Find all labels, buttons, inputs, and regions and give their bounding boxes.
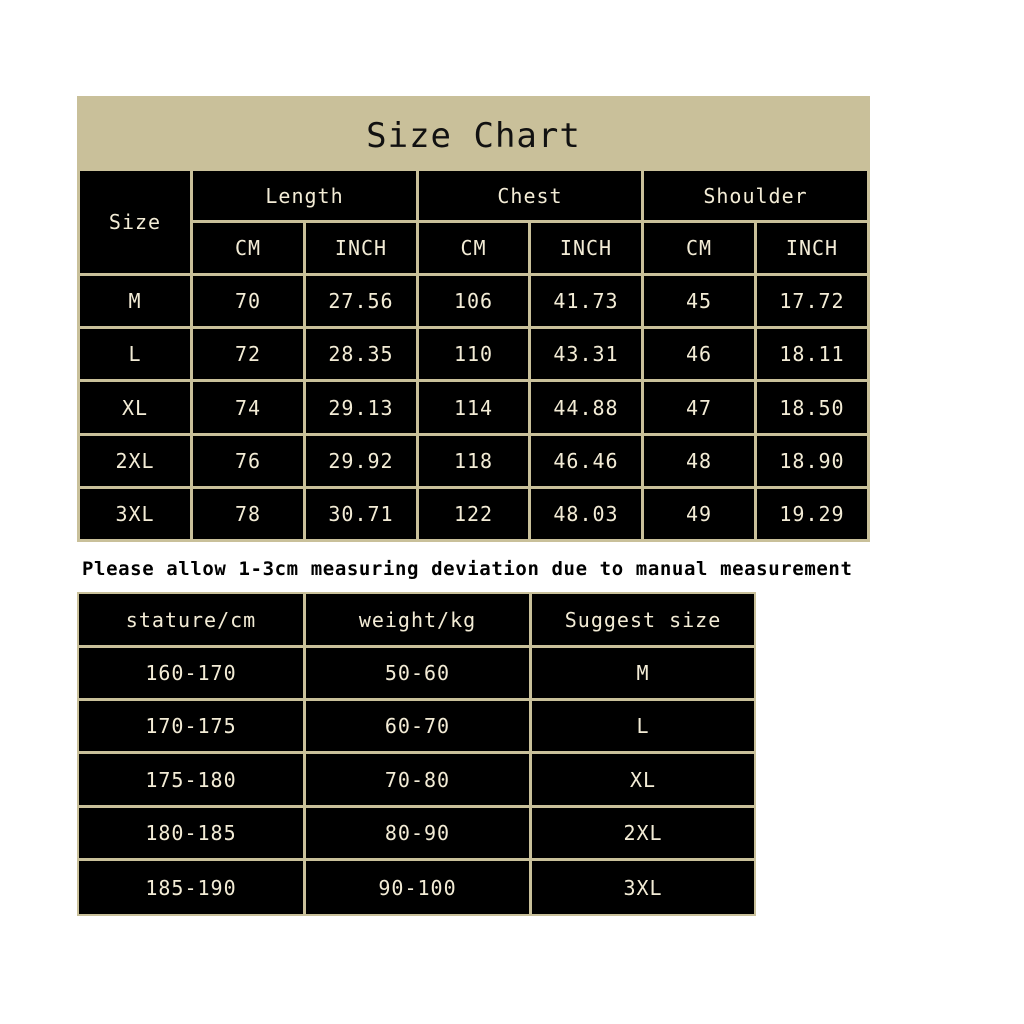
chest-inch-cell: 48.03 — [531, 489, 641, 539]
length-cm-header: CM — [193, 223, 303, 273]
length-inch-cell: 27.56 — [306, 276, 416, 326]
suggest-size-table — [77, 592, 756, 916]
weight-header: weight/kg — [306, 594, 529, 645]
chest-inch-cell: 41.73 — [531, 276, 641, 326]
size-header: Size — [80, 171, 190, 273]
size-chart-table — [77, 96, 870, 542]
length-inch-cell: 29.92 — [306, 436, 416, 486]
stature-header: stature/cm — [79, 594, 303, 645]
weight-cell: 60-70 — [306, 701, 529, 751]
length-cm-cell: 76 — [193, 436, 303, 486]
weight-cell: 70-80 — [306, 754, 529, 805]
suggest-size-cell: L — [532, 701, 754, 751]
shoulder-cm-header: CM — [644, 223, 754, 273]
chest-inch-header: INCH — [531, 223, 641, 273]
size-cell: 2XL — [80, 436, 190, 486]
length-inch-cell: 29.13 — [306, 382, 416, 433]
size-cell: XL — [80, 382, 190, 433]
size-cell: M — [80, 276, 190, 326]
length-inch-cell: 30.71 — [306, 489, 416, 539]
shoulder-inch-cell: 19.29 — [757, 489, 867, 539]
chest-inch-cell: 46.46 — [531, 436, 641, 486]
length-cm-cell: 74 — [193, 382, 303, 433]
chest-cm-cell: 118 — [419, 436, 528, 486]
shoulder-cm-cell: 49 — [644, 489, 754, 539]
shoulder-inch-cell: 18.90 — [757, 436, 867, 486]
chest-inch-cell: 44.88 — [531, 382, 641, 433]
shoulder-inch-cell: 18.50 — [757, 382, 867, 433]
shoulder-inch-cell: 17.72 — [757, 276, 867, 326]
length-header: Length — [193, 171, 416, 220]
stature-cell: 160-170 — [79, 648, 303, 698]
suggest-size-cell: M — [532, 648, 754, 698]
chest-cm-cell: 106 — [419, 276, 528, 326]
length-cm-cell: 70 — [193, 276, 303, 326]
shoulder-cm-cell: 48 — [644, 436, 754, 486]
measurement-note: Please allow 1-3cm measuring deviation due to manual measurement — [82, 558, 853, 580]
shoulder-cm-cell: 47 — [644, 382, 754, 433]
length-inch-cell: 28.35 — [306, 329, 416, 379]
chest-cm-header: CM — [419, 223, 528, 273]
length-cm-cell: 78 — [193, 489, 303, 539]
suggest-size-header: Suggest size — [532, 594, 754, 645]
chest-cm-cell: 114 — [419, 382, 528, 433]
stature-cell: 170-175 — [79, 701, 303, 751]
chest-cm-cell: 122 — [419, 489, 528, 539]
suggest-size-cell: 3XL — [532, 861, 754, 914]
suggest-size-cell: 2XL — [532, 808, 754, 858]
shoulder-inch-header: INCH — [757, 223, 867, 273]
chart-title: Size Chart — [366, 116, 581, 156]
chest-header: Chest — [419, 171, 641, 220]
weight-cell: 90-100 — [306, 861, 529, 914]
length-cm-cell: 72 — [193, 329, 303, 379]
shoulder-cm-cell: 45 — [644, 276, 754, 326]
chest-cm-cell: 110 — [419, 329, 528, 379]
stature-cell: 180-185 — [79, 808, 303, 858]
length-inch-header: INCH — [306, 223, 416, 273]
size-cell: 3XL — [80, 489, 190, 539]
stature-cell: 185-190 — [79, 861, 303, 914]
stature-cell: 175-180 — [79, 754, 303, 805]
shoulder-cm-cell: 46 — [644, 329, 754, 379]
shoulder-inch-cell: 18.11 — [757, 329, 867, 379]
size-cell: L — [80, 329, 190, 379]
weight-cell: 50-60 — [306, 648, 529, 698]
shoulder-header: Shoulder — [644, 171, 867, 220]
weight-cell: 80-90 — [306, 808, 529, 858]
suggest-size-cell: XL — [532, 754, 754, 805]
chest-inch-cell: 43.31 — [531, 329, 641, 379]
